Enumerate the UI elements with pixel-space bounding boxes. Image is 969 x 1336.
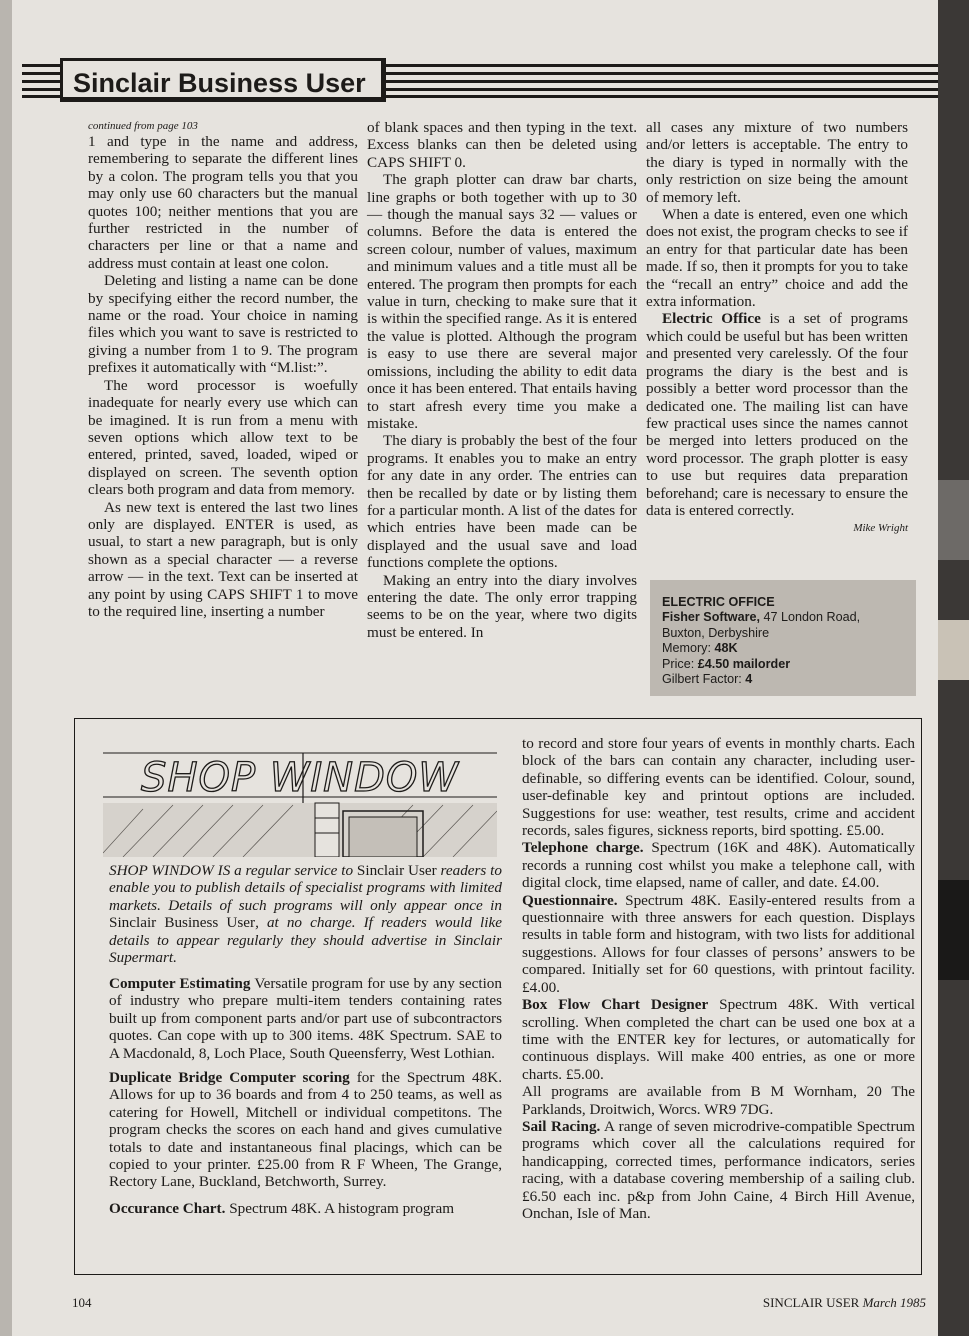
listing: Telephone charge. Spectrum (16K and 48K). Automatically records a running cost whilst you make a telephone call, with digital clock, time elapsed, name of caller, and date. £4.00. xyxy=(522,839,916,892)
section-title: Sinclair Business User xyxy=(73,68,366,98)
info-gilbert: Gilbert Factor: 4 xyxy=(662,672,753,687)
listing: Computer Estimating Versatile program for use by any section of industry who prepare multi-item tenders containing rates built up from component parts and/or part use of subcontractors quotes. Can cope with up to 300 items. 48K Spectrum. SAE to A Macdonald, 8, Loch Place, South Queensferry, West Lothian. xyxy=(109,975,502,1062)
paragraph: The word processor is woefully inadequate for nearly every use which can be imagined. It is run from a menu with seven options which allow text to be entered, printed, saved, loaded, wiped or displayed on screen. The seventh option clears both program and data from memory. xyxy=(88,376,358,499)
info-memory: Memory: 48K xyxy=(662,641,738,656)
page-edge xyxy=(938,0,969,1336)
conclusion-text: is a set of programs which could be useful but has been written and presented very carelessly. Of the four programs the diary is the best and is possibly a better word processor than the dedicated one. The mailing list can have few practical uses since the names cannot be merged into letters produced on the word processor. The graph plotter is easy to use but requires data preparation beforehand; care is necessary to ensure the data is entered correctly. xyxy=(646,310,908,519)
shop-window-intro: SHOP WINDOW IS a regular service to Sinclair User readers to enable you to publish details of specialist programs with limited markets. Details of such programs will only appear once in Sinclair Business User, at no charge. If readers would like details to appear regularly they should advertise in Sinclair Supermart. xyxy=(109,862,502,967)
paragraph: Deleting and listing a name can be done by specifying either the record number, the name or the road. Your choice in naming files which you want to save is restricted to giving a number from 1 to 9. The program prefixes it automatically with “M.list:”. xyxy=(88,272,358,377)
info-publisher: Fisher Software, 47 London Road, xyxy=(662,610,861,625)
article-column-2 xyxy=(367,119,637,641)
paragraph: all cases any mixture of two numbers and/or letters is acceptable. The entry to the diary is typed in normally with the only restriction on size being the amount of memory left. xyxy=(646,119,908,206)
shop-left-column xyxy=(109,975,502,1217)
listing: Duplicate Bridge Computer scoring for the Spectrum 48K. Allows for up to 36 boards and from 4 to 250 teams, as well as catering for Howell, Mitchell or individual competitons. The program checks the scores on each hand and gives cumulative totals to date and instantaneous final placings, which can be copied to your printer. £25.00 from R F Wheen, The Grange, Rectory Lane, Buckland, Betchworth, Surrey. xyxy=(109,1069,502,1191)
section-header xyxy=(60,58,386,102)
listing: Questionnaire. Spectrum 48K. Easily-entered results from a questionnaire with three answers for each question. Displays results in table form and histogram, with two lists for additional suggestions. Allows for four classes of persons’ answers to be compared. Initially set for 60 questions, with printout facility. £4.00. xyxy=(522,891,915,996)
paragraph: As new text is entered the last two lines only are displayed. ENTER is used, as usual, to start a new paragraph, but is only shown as a special character — a reverse arrow — in the text. Text can be inserted at any point by using CAPS SHIFT 1 to move to the required line, inserting a number xyxy=(88,498,358,620)
byline: Mike Wright xyxy=(853,522,908,535)
listing: All programs are available from B M Wornham, 20 The Parklands, Droitwich, Worcs. WR9 7DG. xyxy=(522,1083,915,1118)
listing: Occurance Chart. Spectrum 48K. A histogram program xyxy=(109,1199,455,1217)
listing: Box Flow Chart Designer Spectrum 48K. With vertical scrolling. When completed the chart can be used one box at a time with the ENTER key for lectures, or automatically for continuous displays. Will make 400 entries, as one or more charts. £5.00. xyxy=(522,996,915,1083)
shop-window-logo xyxy=(103,733,497,857)
logo-text: SHOP WINDOW xyxy=(141,755,459,801)
paragraph: The graph plotter can draw bar charts, line graphs or both together with up to 30 — though the manual says 32 — values or columns. Before the data is entered the screen colour, number of values, maximum and minimum values and a title must all be entered. The program then prompts for each value in turn, checking to make sure that it is within the specified range. As it is entered the value is plotted. Although the program is easy to use there are several major omissions, including the ability to edit data once it has been entered. That entails having to start afresh every time you make a mistake. xyxy=(367,171,637,432)
info-price: Price: £4.50 mailorder xyxy=(662,656,791,671)
info-address: Buxton, Derbyshire xyxy=(662,625,770,640)
paragraph: Making an entry into the diary involves entering the date. The only error trapping seems to be on the year, where two digits must be entered. In xyxy=(367,571,637,641)
listing: Sail Racing. A range of seven microdrive-compatible Spectrum programs which cover all the calculations required for handicapping, corrected times, performance indicators, series racing, with a database covering membership of a sailing club. £6.50 each inc. p&p from John Caine, 4 Birch Hill Avenue, Onchan, Isle of Man. xyxy=(522,1117,915,1222)
magazine-page xyxy=(12,0,938,1336)
listing: to record and store four years of events in monthly charts. Each block of the bars can contain any character, including user-definable, so differing events can be identified. Colour, sound, user-definable key and printout options are included. Suggestions for use: weather, test results, crime and accident records, sales figures, sickness reports, bird spotting. £5.00. xyxy=(522,735,915,840)
article-column-3 xyxy=(646,119,908,538)
product-name: Electric Office xyxy=(662,310,761,328)
info-title: ELECTRIC OFFICE xyxy=(662,595,775,609)
review-info-box xyxy=(650,580,916,696)
continued-note: continued from page 103 xyxy=(88,120,198,132)
paragraph: 1 and type in the name and address, remembering to separate the different lines by a colon. The program tells you that you may only use 60 characters but the manual quotes 100; neither mentions that you are further restricted in the number of characters per line or that a name and address must contain at least one colon. xyxy=(88,133,358,272)
conclusion-paragraph xyxy=(646,310,908,519)
paragraph: of blank spaces and then typing in the text. Excess blanks can then be deleted using CAPS SHIFT 0. xyxy=(367,119,637,171)
page-number: 104 xyxy=(72,1295,92,1310)
article-column-1 xyxy=(88,119,358,620)
paragraph: When a date is entered, even one which does not exist, the program checks to see if an entry for that particular date has been made. If so, then it prompts for you to take the “recall an entry” choice and add the extra information. xyxy=(646,206,908,311)
shop-right-column xyxy=(522,735,915,1222)
running-footer: SINCLAIR USER March 1985 xyxy=(762,1295,926,1310)
paragraph: The diary is probably the best of the four programs. It enables you to make an entry for any date in any order. The entries can then be recalled by date or by listing them for a particular month. A list of the dates for which entries have been made can be displayed and the usual save and load functions complete the options. xyxy=(367,432,637,572)
shop-window-section xyxy=(74,718,922,1275)
